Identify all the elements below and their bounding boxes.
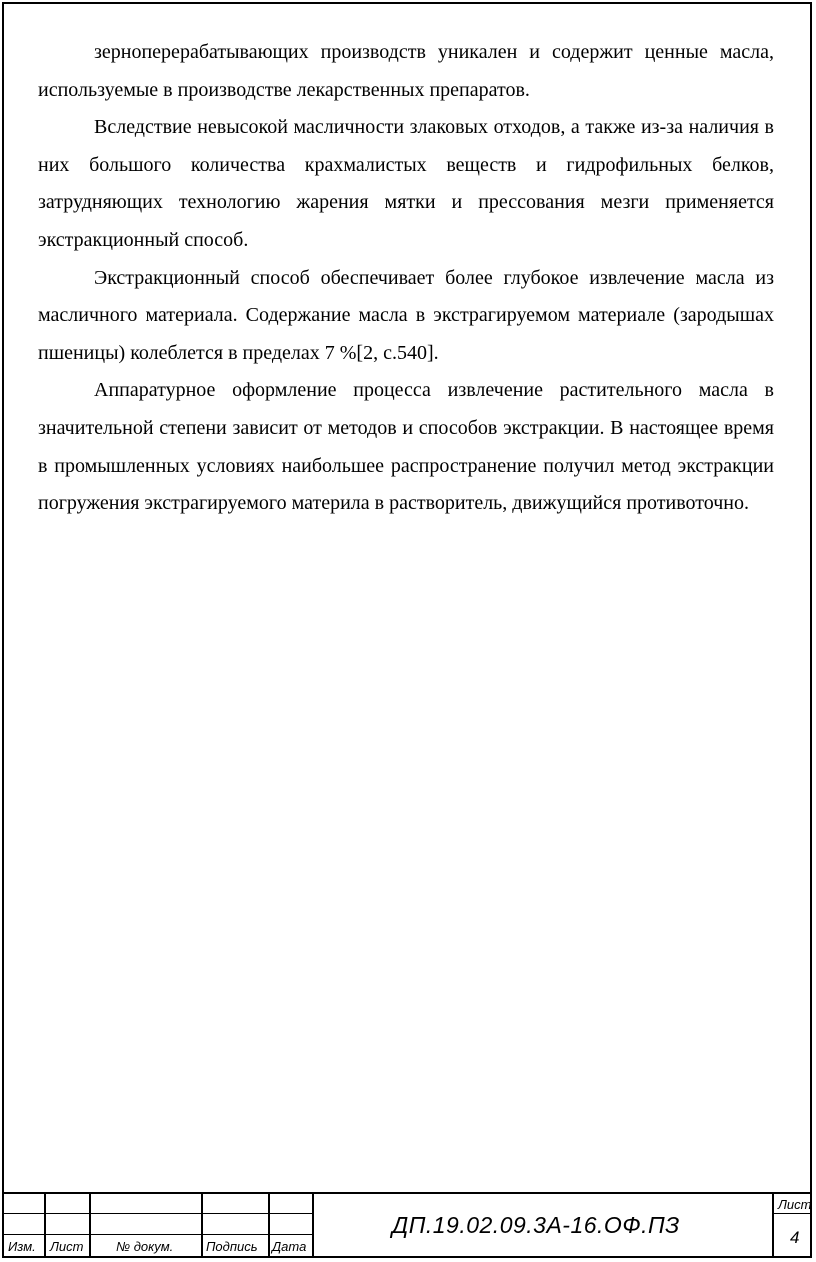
stamp-label-sign: Подпись [206,1239,258,1254]
stamp-top-line [2,1192,812,1194]
stamp-col-line-5 [312,1192,314,1258]
document-code: ДП.19.02.09.3А-16.ОФ.ПЗ [392,1212,680,1238]
stamp-row-line-2 [2,1234,312,1235]
stamp-col-line-1 [44,1192,46,1258]
stamp-col-line-2 [89,1192,91,1258]
sheet-label: Лист [778,1197,812,1212]
sheet-number: 4 [790,1228,800,1247]
paragraph-4: Аппаратурное оформление процесса извлечение растительного масла в значительной степени зависит от методов и способов экстракции. В настоящее время в промышленных условиях наибольшее распространение получил метод экстракции погружения экстрагируемого материла в растворитель, движущийся противоточно. [38,379,774,515]
stamp-col-line-4 [268,1192,270,1258]
stamp-sheet-line [772,1213,812,1214]
stamp-label-doc: № докум. [116,1239,174,1254]
stamp-col-line-6 [772,1192,774,1258]
document-body [38,34,774,523]
title-block [2,1192,812,1258]
paragraph-3: Экстракционный способ обеспечивает более глубокое извлечение масла из масличного материала. Содержание масла в экстрагируемом материале (зародышах пшеницы) колеблется в пределах 7 %[2, с.540]. [38,266,774,364]
paragraph-1: зерноперерабатывающих производств уникален и содержит ценные масла, используемые в производстве лекарственных препаратов. [38,41,774,101]
stamp-row-line-1 [2,1213,312,1214]
stamp-label-izm: Изм. [8,1239,36,1254]
stamp-label-date: Дата [272,1239,307,1254]
stamp-label-list: Лист [50,1239,84,1254]
stamp-col-line-3 [201,1192,203,1258]
paragraph-2: Вследствие невысокой масличности злаковых отходов, а также из-за наличия в них большого количества крахмалистых веществ и гидрофильных белков, затрудняющих технологию жарения мятки и прессования мезги применяется экстракционный способ. [38,116,774,251]
